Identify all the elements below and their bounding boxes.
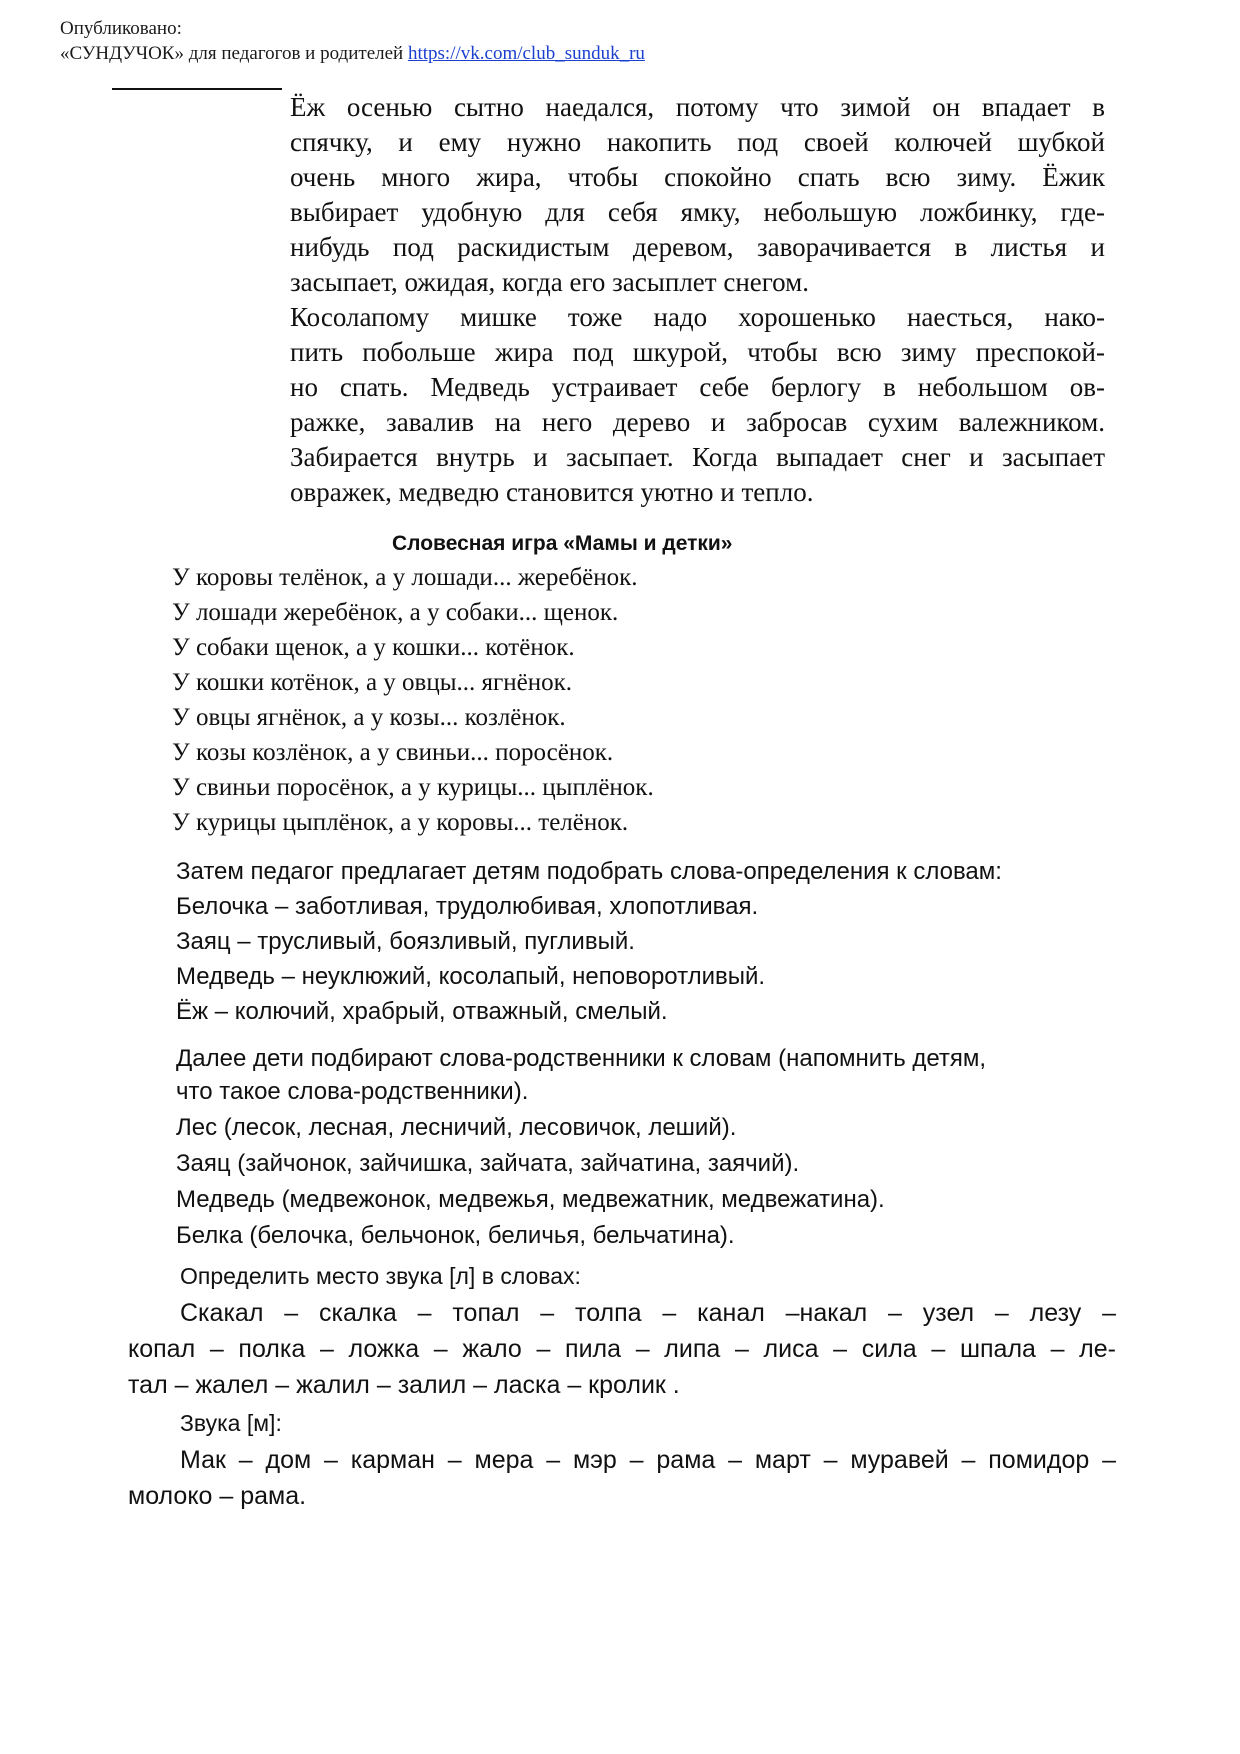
sound-l-words: тал – жалел – жалил – залил – ласка – кролик . bbox=[128, 1371, 680, 1399]
intro-line: спячку, и ему нужно накопить под своей колючей шубкой bbox=[290, 127, 1105, 157]
intro-line: Забирается внутрь и засыпает. Когда выпадает снег и засыпает bbox=[290, 442, 1105, 472]
relatives-line: Заяц (зайчонок, зайчишка, зайчата, зайчатина, заячий). bbox=[176, 1150, 800, 1177]
sound-l-task: Определить место звука [л] в словах: bbox=[180, 1263, 581, 1289]
intro-line: пить побольше жира под шкурой, чтобы всю зиму преспокой- bbox=[290, 337, 1105, 367]
sound-m-words: молоко – рама. bbox=[128, 1482, 307, 1510]
sound-m-words: Мак – дом – карман – мера – мэр – рама – март – муравей – помидор – bbox=[180, 1446, 1116, 1474]
game-line: У курицы цыплёнок, а у коровы... телёнок. bbox=[172, 809, 629, 836]
publisher-link[interactable]: https://vk.com/club_sunduk_ru bbox=[407, 43, 645, 64]
definition-line: Белочка – заботливая, трудолюбивая, хлопотливая. bbox=[176, 893, 759, 920]
relatives-intro-cont: что такое слова-родственники). bbox=[176, 1078, 529, 1105]
game-line: У овцы ягнёнок, а у козы... козлёнок. bbox=[172, 704, 566, 731]
sound-m-task: Звука [м]: bbox=[180, 1410, 282, 1436]
intro-line: выбирает удобную для себя ямку, небольшую ложбинку, где- bbox=[290, 197, 1105, 227]
definitions-intro: Затем педагог предлагает детям подобрать слова-определения к словам: bbox=[176, 858, 1002, 885]
definition-line: Ёж – колючий, храбрый, отважный, смелый. bbox=[176, 998, 668, 1025]
game-line: У собаки щенок, а у кошки... котёнок. bbox=[172, 634, 575, 661]
game-line: У свиньи поросёнок, а у курицы... цыплёнок. bbox=[172, 774, 654, 801]
relatives-intro: Далее дети подбирают слова-родственники к словам (напомнить детям, bbox=[176, 1045, 987, 1072]
game-title: Словесная игра «Мамы и детки» bbox=[392, 532, 733, 555]
intro-line: Ёж осенью сытно наедался, потому что зимой он впадает в bbox=[290, 92, 1105, 122]
relatives-line: Медведь (медвежонок, медвежья, медвежатник, медвежатина). bbox=[176, 1186, 885, 1213]
relatives-line: Лес (лесок, лесная, лесничий, лесовичок, леший). bbox=[176, 1114, 737, 1141]
publication-header bbox=[60, 16, 645, 66]
game-line: У коровы телёнок, а у лошади... жеребёнок. bbox=[172, 564, 638, 591]
intro-line: ражке, завалив на него дерево и забросав сухим валежником. bbox=[290, 407, 1105, 437]
intro-line: очень много жира, чтобы спокойно спать всю зиму. Ёжик bbox=[290, 162, 1105, 192]
published-label: Опубликовано: bbox=[60, 18, 182, 39]
intro-line: нибудь под раскидистым деревом, заворачивается в листья и bbox=[290, 232, 1105, 262]
game-line: У козы козлёнок, а у свиньи... поросёнок. bbox=[172, 739, 614, 766]
divider-line bbox=[112, 88, 282, 90]
intro-line: Косолапому мишке тоже надо хорошенько наесться, нако- bbox=[290, 302, 1105, 332]
game-line: У кошки котёнок, а у овцы... ягнёнок. bbox=[172, 669, 573, 696]
sound-l-words: копал – полка – ложка – жало – пила – липа – лиса – сила – шпала – ле- bbox=[128, 1335, 1116, 1363]
game-line: У лошади жеребёнок, а у собаки... щенок. bbox=[172, 599, 619, 626]
intro-line: засыпает, ожидая, когда его засыплет снегом. bbox=[290, 267, 809, 297]
sound-l-words: Скакал – скалка – топал – толпа – канал –накал – узел – лезу – bbox=[180, 1299, 1116, 1327]
relatives-line: Белка (белочка, бельчонок, беличья, бельчатина). bbox=[176, 1222, 735, 1249]
definition-line: Заяц – трусливый, боязливый, пугливый. bbox=[176, 928, 635, 955]
intro-line: но спать. Медведь устраивает себе берлогу в небольшом ов- bbox=[290, 372, 1105, 402]
definition-line: Медведь – неуклюжий, косолапый, неповоротливый. bbox=[176, 963, 766, 990]
publisher-line bbox=[60, 41, 645, 66]
publisher-name: «СУНДУЧОК» для педагогов и родителей bbox=[60, 43, 408, 64]
intro-line: овражек, медведю становится уютно и тепло. bbox=[290, 477, 814, 507]
